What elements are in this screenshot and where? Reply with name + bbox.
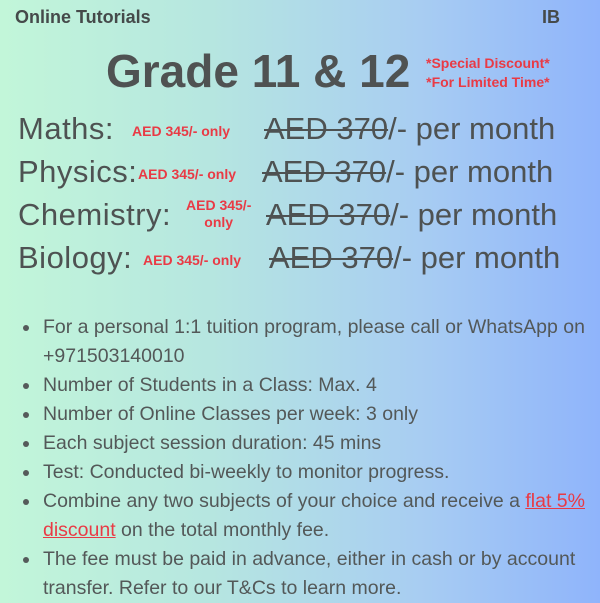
list-item: Number of Online Classes per week: 3 only [43, 400, 600, 429]
list-item: Each subject session duration: 45 mins [43, 429, 600, 458]
list-item-combine: Combine any two subjects of your choice and receive a flat 5% discount on the total monthly fee. [43, 487, 600, 545]
price-row-chemistry [18, 197, 598, 237]
subject-label: Physics: [18, 154, 138, 189]
discount-price: AED 345/- only [143, 252, 242, 268]
original-price: AED 370/- per month [269, 240, 561, 275]
discount-highlight: flat 5% discount [43, 490, 585, 541]
list-item: Number of Students in a Class: Max. 4 [43, 371, 600, 400]
info-list [18, 313, 600, 603]
price-row-physics [18, 154, 598, 194]
curriculum-tag: IB [542, 7, 560, 27]
brand-label: Online Tutorials [15, 7, 151, 27]
original-price: AED 370/- per month [266, 197, 558, 232]
subject-label: Biology: [18, 240, 133, 275]
subject-label: Maths: [18, 111, 115, 146]
discount-price: AED 345/- only [132, 123, 231, 139]
price-row-biology [18, 240, 598, 280]
list-item: For a personal 1:1 tuition program, please call or WhatsApp on +971503140010 [43, 313, 600, 371]
original-price: AED 370/- per month [262, 154, 554, 189]
subject-label: Chemistry: [18, 197, 172, 232]
list-item: Test: Conducted bi-weekly to monitor progress. [43, 458, 600, 487]
promo-line-2: *For Limited Time* [426, 74, 550, 90]
original-price: AED 370/- per month [264, 111, 556, 146]
list-item: The fee must be paid in advance, either in cash or by account transfer. Refer to our T&Cs to learn more. [43, 545, 600, 603]
promo-note [426, 54, 550, 92]
price-row-maths [18, 111, 598, 151]
page-title: Grade 11 & 12 [106, 45, 411, 97]
promo-line-1: *Special Discount* [426, 55, 550, 71]
discount-price: AED 345/- only [138, 166, 237, 182]
discount-price: AED 345/- only [186, 197, 252, 230]
